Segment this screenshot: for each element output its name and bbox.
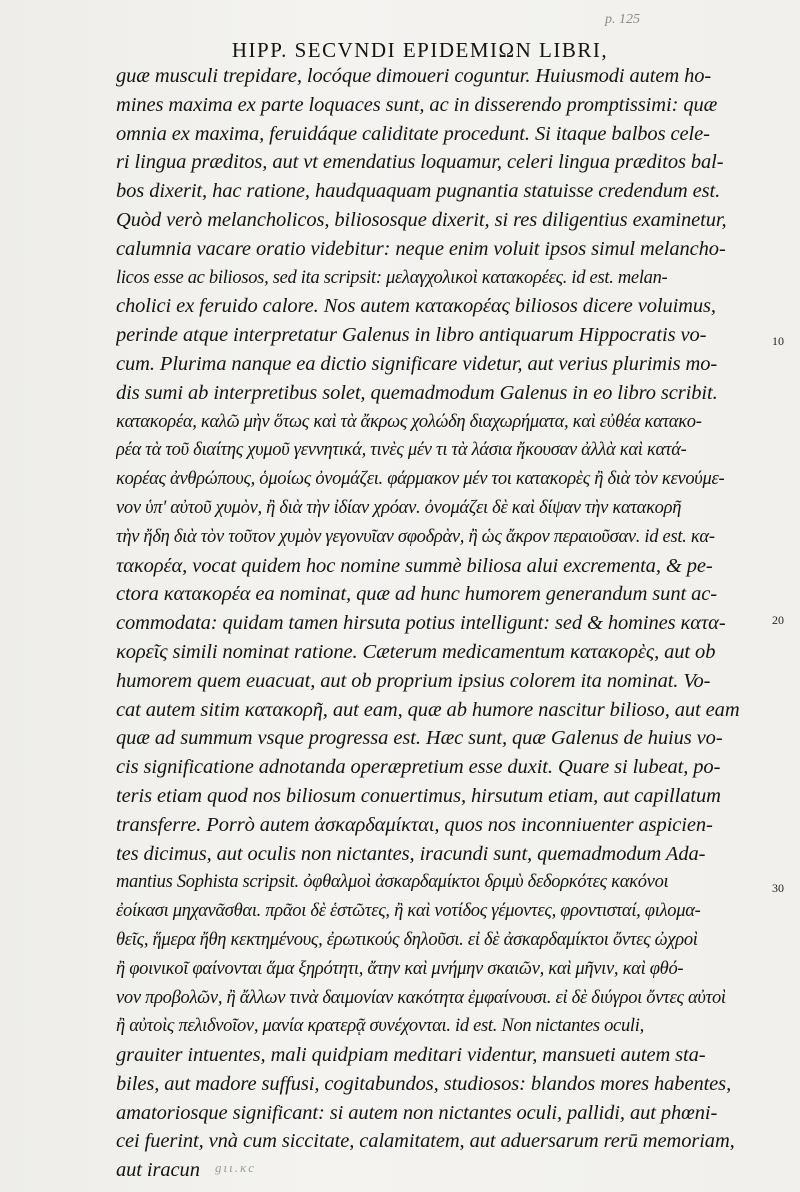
text-line: mines maxima ex parte loquaces sunt, ac in disserendo promptissimi: quæ xyxy=(116,93,718,116)
text-line: ri lingua præditos, aut vt emendatius loquamur, celeri lingua præditos bal- xyxy=(116,151,724,174)
text-line: dis sumi ab interpretibus solet, quemadmodum Galenus in eo libro scribit. xyxy=(116,381,718,404)
margin-line-number: 30 xyxy=(772,881,784,895)
body-text xyxy=(116,62,776,1185)
text-line: quæ ad summum vsque progressa est. Hæc sunt, quæ Galenus de huius vo- xyxy=(116,727,723,750)
text-line: aut iracun xyxy=(116,1159,200,1182)
greek-text-line: τὴν ἤδη διὰ τὸν τοῦτον χυμὸν γεγονυῖαν σφοδρὰν, ἢ ὡς ἄκρον περαιοῦσαν. id est. κα- xyxy=(116,526,715,547)
faint-bleed-through-mark: gιι.κc xyxy=(215,1160,256,1175)
margin-line-number: 10 xyxy=(772,334,784,348)
text-line: Quòd verò melancholicos, biliososque dixerit, si res diligentius examinetur, xyxy=(116,208,727,231)
text-line: teris etiam quod nos biliosum conuertimus, hirsutum etiam, aut capillatum xyxy=(116,784,721,807)
text-line: transferre. Porrò autem ἀσκαρδαμίκται, quos nos inconniuenter aspicien- xyxy=(116,813,713,836)
text-line: omnia ex maxima, feruidáque caliditate procedunt. Si itaque balbos cele- xyxy=(116,122,710,145)
text-line: ἢ αὐτοὶς πελιδνοῖον, μανία κρατερᾷ συνέχονται. id est. Non nictantes oculi, xyxy=(116,1016,644,1037)
corner-pencil-mark: p. 125 xyxy=(605,12,640,27)
margin-line-number: 20 xyxy=(772,613,784,627)
text-line: biles, aut madore suffusi, cogitabundos, studiosos: blandos mores habentes, xyxy=(116,1072,732,1095)
text-line: τακορέα, vocat quidem hoc nomine summè biliosa alui excrementa, & pe- xyxy=(116,554,713,577)
greek-text-line: κορέας ἀνθρώπους, ὁμοίως ὀνομάζει. φάρμακον μέν τοι κατακορὲς ἢ διὰ τὸν κενούμε- xyxy=(116,469,725,490)
text-line: perinde atque interpretatur Galenus in libro antiquarum Hippocratis vo- xyxy=(116,324,707,347)
text-line: tes dicimus, aut oculis non nictantes, iracundi sunt, quemadmodum Ada- xyxy=(116,842,706,865)
text-line: cat autem sitim κατακορῆ, aut eam, quæ ab humore nascitur bilioso, aut eam xyxy=(116,698,740,721)
text-line: ctora κατακορέα ea nominat, quæ ad hunc humorem generandum sunt ac- xyxy=(116,583,717,606)
greek-text-line: νον προβολῶν, ἢ ἄλλων τινὰ δαιμονίαν κακότητα ἐμφαίνουσι. εἰ δὲ διύγροι ὄντες αὐτοὶ xyxy=(116,987,726,1008)
text-line: licos esse ac biliosos, sed ita scripsit: μελαγχολικοὶ κατακορέες. id est. melan- xyxy=(116,267,668,288)
greek-text-line: θεῖς, ἥμερα ἤθη κεκτημένους, ἐρωτικούς δηλοῦσι. εἰ δὲ ἀσκαρδαμίκτοι ὄντες ὠχροὶ xyxy=(116,929,698,950)
greek-text-line: νον ὑπ' αὐτοῦ χυμὸν, ἢ διὰ τὴν ἰδίαν χρόαν. ὀνομάζει δὲ καὶ δίψαν τὴν κατακορῆ xyxy=(116,497,682,518)
text-line: cholici ex feruido calore. Nos autem κατακορέας biliosos dicere voluimus, xyxy=(116,295,716,318)
text-line: grauiter intuentes, mali quidpiam meditari videntur, mansueti autem sta- xyxy=(116,1044,706,1067)
greek-text-line: ἐοίκασι μηχανᾶσθαι. πρᾶοι δὲ ἑστῶτες, ἢ καὶ νοτίδος γέμοντες, φροντισταί, φιλομα- xyxy=(116,901,701,922)
greek-text-line: ἢ φοινικοῖ φαίνονται ἅμα ξηρότητι, ἄτην καὶ μνήμην σκαιῶν, καὶ μῆνιν, καὶ φθό- xyxy=(116,958,684,979)
text-line: cei fuerint, vnà cum siccitate, calamitatem, aut aduersarum rerū memoriam, xyxy=(116,1130,735,1153)
text-line: amatoriosque significant: si autem non nictantes oculi, pallidi, aut phœni- xyxy=(116,1101,718,1124)
text-line: calumnia vacare oratio videbitur: neque enim voluit ipsos simul melancho- xyxy=(116,237,726,260)
text-line: guæ musculi trepidare, locóque dimoueri coguntur. Huiusmodi autem ho- xyxy=(116,65,712,87)
text-line: humorem quem euacuat, aut ob proprium ipsius colorem ita nominat. Vo- xyxy=(116,669,711,692)
page-running-header: HIPP. SECVNDI EPIDEMIΩN LIBRI, xyxy=(231,38,609,62)
text-line: mantius Sophista scripsit. ὀφθαλμοὶ ἀσκαρδαμίκτοι δριμὺ δεδορκότες κακόνοι xyxy=(116,872,669,893)
greek-text-line: κατακορέα, καλῶ μὴν ὅτως καὶ τὰ ἄκρως χολώδη διαχωρήματα, καὶ εὐθέα κατακο- xyxy=(116,411,702,432)
greek-text-line: ρέα τὰ τοῦ διαίτης χυμοῦ γεννητικά, τινὲς μέν τι τὰ λάσια ἤκουσαν ἀλλὰ καὶ κατά- xyxy=(116,440,687,461)
text-line: κορεῖς simili nominat ratione. Cæterum medicamentum κατακορὲς, aut ob xyxy=(116,640,716,663)
text-line: bos dixerit, hac ratione, haudquaquam pugnantia statuisse credendum est. xyxy=(116,180,721,203)
text-line: cum. Plurima nanque ea dictio significare videtur, aut verius plurimis mo- xyxy=(116,352,718,375)
text-line: cis significatione adnotanda operæpretium esse duxit. Quare si lubeat, po- xyxy=(116,756,721,779)
text-line: commodata: quidam tamen hirsuta potius intelligunt: sed & homines κατα- xyxy=(116,612,726,635)
